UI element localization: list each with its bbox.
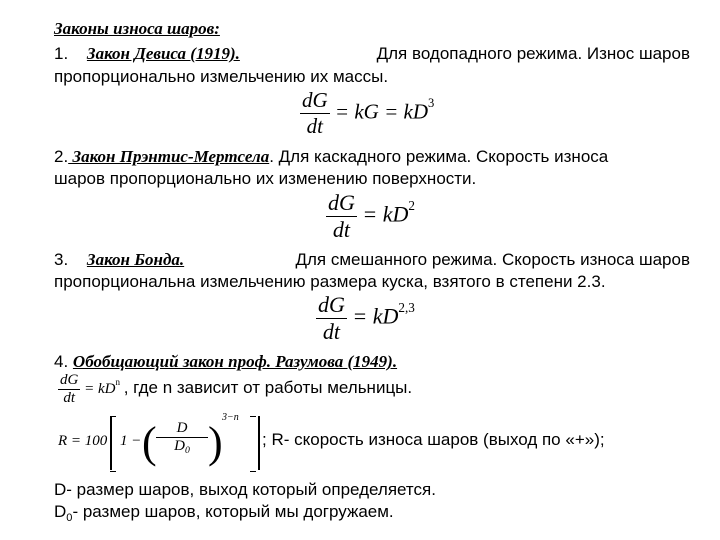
law3-line2 bbox=[54, 271, 690, 292]
formula-davis-exponent: 3 bbox=[428, 95, 435, 110]
law2-text-b: шаров пропорционально их изменению поверхности. bbox=[54, 169, 477, 188]
law2-line1 bbox=[54, 146, 690, 167]
law4-line1 bbox=[54, 351, 690, 372]
formula-rate-exponent: 3−n bbox=[222, 412, 239, 423]
formula-razumov-fraction: $\frac{dG}{dt}$ bbox=[60, 372, 79, 406]
formula-razumov bbox=[58, 372, 412, 407]
formula-rate-paren-right: ) bbox=[208, 418, 223, 467]
law1-number: 1. bbox=[54, 44, 69, 63]
law3-text-b: пропорциональна измельчению размера куска, взятого в степени 2.3. bbox=[54, 272, 606, 291]
formula-razumov-rhs: = kD bbox=[84, 380, 116, 397]
formula-rate-lhs: R = 100 bbox=[58, 433, 108, 449]
law4-name: Обобщающий закон проф. Разумова (1949). bbox=[72, 352, 398, 371]
formula-bond bbox=[316, 292, 415, 345]
law3-number: 3. bbox=[54, 250, 69, 269]
formula-bond-exponent: 2,3 bbox=[398, 299, 415, 315]
law1-name: Закон Девиса (1919). bbox=[86, 44, 240, 63]
law1-text-a: Для водопадного режима. Износ шаров bbox=[376, 44, 690, 63]
formula-rate-text: ; R- скорость износа шаров (выход по «+»); bbox=[262, 430, 605, 449]
formula-prentice bbox=[326, 190, 415, 243]
law4-number: 4. bbox=[54, 352, 69, 371]
formula-prentice-fraction: $\frac{dG}{dt}$ bbox=[328, 190, 355, 242]
law3-line1 bbox=[54, 249, 690, 270]
law1-line1 bbox=[54, 43, 690, 64]
formula-rate-fraction: $\frac{D}{D_0}$ bbox=[156, 420, 208, 455]
formula-prentice-exponent: 2 bbox=[408, 197, 415, 213]
law1-line2 bbox=[54, 66, 690, 87]
note-d0: $D_0-$ размер шаров, который мы догружаем. bbox=[54, 502, 394, 524]
law1-text-b: пропорционально измельчению их массы. bbox=[54, 67, 389, 86]
note-d: D- размер шаров, выход который определяется. bbox=[54, 480, 436, 499]
law2-text-a: . Для каскадного режима. Скорость износа bbox=[269, 147, 609, 166]
law2-name: Закон Прэнтис-Мертсела bbox=[68, 147, 270, 166]
formula-razumov-exponent: n bbox=[115, 376, 120, 387]
law2-number: 2. bbox=[54, 147, 69, 166]
formula-davis-rhs: = kG = kD bbox=[334, 99, 428, 124]
formula-rate-paren-left: ( bbox=[142, 418, 157, 467]
formula-bond-fraction: $\frac{dG}{dt}$ bbox=[318, 292, 345, 344]
formula-bond-rhs: = kD bbox=[352, 303, 399, 329]
formula-davis-fraction: $\frac{dG}{dt}$ bbox=[302, 88, 328, 138]
page-title: Законы износа шаров: bbox=[54, 19, 220, 38]
formula-prentice-rhs: = kD bbox=[362, 201, 409, 227]
formula-davis bbox=[300, 88, 434, 139]
law2-line2 bbox=[54, 168, 690, 189]
law3-text-a: Для смешанного режима. Скорость износа шаров bbox=[295, 250, 690, 269]
formula-rate-one: 1 − bbox=[120, 433, 142, 449]
formula-razumov-text: , где n зависит от работы мельницы. bbox=[123, 377, 413, 397]
formula-rate bbox=[58, 412, 698, 474]
law3-name: Закон Бонда. bbox=[86, 250, 185, 269]
